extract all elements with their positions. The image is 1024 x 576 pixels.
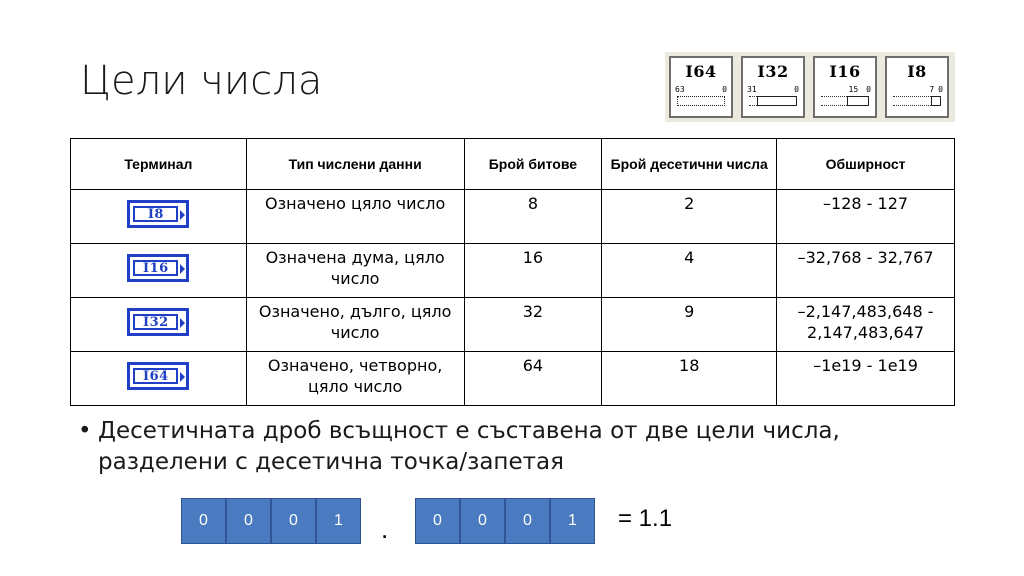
bits-cell: 64 [464, 352, 602, 406]
digits-cell: 4 [602, 244, 777, 298]
palette-left-num: 7 [929, 85, 935, 94]
slide-title: Цели числа [80, 58, 323, 104]
bit-cell: 0 [460, 498, 505, 544]
decimal-separator: . [381, 514, 389, 544]
terminal-cell [71, 244, 247, 298]
palette-left-num: 63 [675, 85, 685, 94]
type-cell: Означено, дълго, цяло число [246, 298, 464, 352]
i8-control-icon[interactable] [885, 56, 949, 118]
header-digits: Брой десетични числа [602, 139, 777, 190]
range-cell: –1e19 - 1e19 [777, 352, 955, 406]
type-cell: Означена дума, цяло число [246, 244, 464, 298]
header-bits: Брой битове [464, 139, 602, 190]
palette-left-num: 15 [848, 85, 859, 94]
table-row [71, 298, 955, 352]
header-terminal: Терминал [71, 139, 247, 190]
integer-types-table [70, 138, 955, 406]
bit-cell: 1 [550, 498, 595, 544]
palette-label: I16 [829, 62, 861, 81]
bit-bar [749, 96, 797, 106]
bits-cell: 32 [464, 298, 602, 352]
i32-control-icon[interactable] [741, 56, 805, 118]
fraction-part-bits [415, 498, 595, 544]
bit-bar [677, 96, 725, 106]
i8-terminal-icon: I8 [127, 200, 189, 228]
bit-cell: 0 [226, 498, 271, 544]
palette-right-num: 0 [938, 85, 943, 94]
bits-cell: 16 [464, 244, 602, 298]
bit-bar [893, 96, 941, 106]
table-header-row [71, 139, 955, 190]
type-cell: Означено цяло число [246, 190, 464, 244]
numeric-palette [665, 52, 955, 122]
bit-bar [821, 96, 869, 106]
terminal-cell [71, 190, 247, 244]
palette-right-num: 0 [794, 85, 799, 94]
range-cell: –2,147,483,648 - 2,147,483,647 [777, 298, 955, 352]
range-cell: –32,768 - 32,767 [777, 244, 955, 298]
integer-part-bits [181, 498, 361, 544]
bullet-text: Десетичната дроб всъщност е съставена от две цели числа, разделени с десетична точка/запетая [98, 418, 840, 475]
terminal-cell [71, 298, 247, 352]
bits-cell: 8 [464, 190, 602, 244]
digits-cell: 9 [602, 298, 777, 352]
bit-cell: 0 [271, 498, 316, 544]
terminal-cell [71, 352, 247, 406]
palette-label: I8 [907, 62, 927, 81]
palette-label: I32 [757, 62, 789, 81]
table-row [71, 352, 955, 406]
palette-label: I64 [685, 62, 717, 81]
i16-terminal-icon: I16 [127, 254, 189, 282]
bit-cell: 0 [505, 498, 550, 544]
table-row [71, 244, 955, 298]
table-row [71, 190, 955, 244]
palette-right-num: 0 [722, 85, 727, 94]
header-type: Тип числени данни [246, 139, 464, 190]
type-cell: Означено, четворно, цяло число [246, 352, 464, 406]
i32-terminal-icon: I32 [127, 308, 189, 336]
i64-terminal-icon: I64 [127, 362, 189, 390]
digits-cell: 2 [602, 190, 777, 244]
i16-control-icon[interactable] [813, 56, 877, 118]
range-cell: –128 - 127 [777, 190, 955, 244]
result-value: = 1.1 [618, 505, 673, 532]
palette-left-num: 31 [747, 85, 757, 94]
palette-right-num: 0 [866, 85, 871, 94]
digits-cell: 18 [602, 352, 777, 406]
bit-cell: 0 [181, 498, 226, 544]
bullet-marker: • [78, 418, 92, 444]
bit-cell: 0 [415, 498, 460, 544]
header-range: Обширност [777, 139, 955, 190]
i64-control-icon[interactable] [669, 56, 733, 118]
bit-cell: 1 [316, 498, 361, 544]
